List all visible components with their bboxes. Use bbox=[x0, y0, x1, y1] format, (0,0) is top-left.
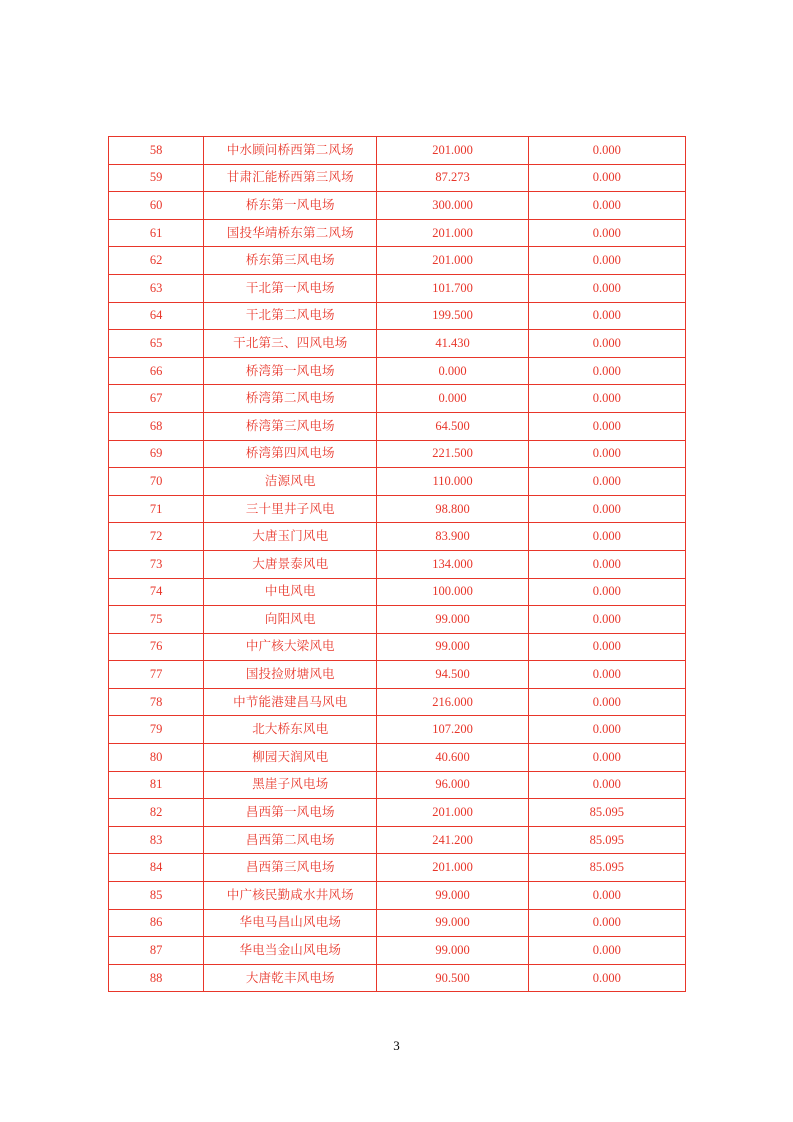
table-cell-index: 85 bbox=[109, 882, 204, 910]
table-cell-value-2: 0.000 bbox=[528, 357, 685, 385]
table-cell-index: 78 bbox=[109, 688, 204, 716]
table-cell-value-2: 0.000 bbox=[528, 909, 685, 937]
table-cell-name: 柳园天润风电 bbox=[204, 744, 377, 772]
table-cell-value-1: 201.000 bbox=[377, 137, 528, 165]
table-row bbox=[109, 854, 686, 882]
table-row bbox=[109, 440, 686, 468]
table-cell-value-1: 199.500 bbox=[377, 302, 528, 330]
table-cell-index: 66 bbox=[109, 357, 204, 385]
table-cell-name: 大唐玉门风电 bbox=[204, 523, 377, 551]
table-row bbox=[109, 412, 686, 440]
table-cell-value-1: 99.000 bbox=[377, 606, 528, 634]
table-cell-index: 72 bbox=[109, 523, 204, 551]
table-row bbox=[109, 633, 686, 661]
table-cell-index: 82 bbox=[109, 799, 204, 827]
table-cell-value-2: 85.095 bbox=[528, 826, 685, 854]
table-cell-index: 69 bbox=[109, 440, 204, 468]
table-cell-index: 74 bbox=[109, 578, 204, 606]
table-cell-value-2: 0.000 bbox=[528, 606, 685, 634]
table-cell-index: 71 bbox=[109, 495, 204, 523]
table-row bbox=[109, 826, 686, 854]
table-cell-name: 桥湾第二风电场 bbox=[204, 385, 377, 413]
table-cell-value-1: 0.000 bbox=[377, 357, 528, 385]
table-row bbox=[109, 688, 686, 716]
table-cell-index: 64 bbox=[109, 302, 204, 330]
table-cell-name: 桥东第三风电场 bbox=[204, 247, 377, 275]
table-cell-value-2: 0.000 bbox=[528, 164, 685, 192]
table-row bbox=[109, 164, 686, 192]
table-cell-index: 62 bbox=[109, 247, 204, 275]
table-row bbox=[109, 909, 686, 937]
table-cell-name: 中水顾问桥西第二风场 bbox=[204, 137, 377, 165]
table-cell-value-2: 0.000 bbox=[528, 771, 685, 799]
table-row bbox=[109, 219, 686, 247]
table-cell-value-1: 99.000 bbox=[377, 909, 528, 937]
table-cell-index: 63 bbox=[109, 274, 204, 302]
table-cell-name: 三十里井子风电 bbox=[204, 495, 377, 523]
table-cell-name: 干北第二风电场 bbox=[204, 302, 377, 330]
table-cell-index: 81 bbox=[109, 771, 204, 799]
table-row bbox=[109, 606, 686, 634]
table-cell-name: 干北第一风电场 bbox=[204, 274, 377, 302]
table-cell-name: 干北第三、四风电场 bbox=[204, 330, 377, 358]
table-cell-name: 桥湾第一风电场 bbox=[204, 357, 377, 385]
table-cell-index: 86 bbox=[109, 909, 204, 937]
table-row bbox=[109, 247, 686, 275]
table-row bbox=[109, 137, 686, 165]
table-row bbox=[109, 578, 686, 606]
table-cell-index: 83 bbox=[109, 826, 204, 854]
table-cell-value-2: 0.000 bbox=[528, 468, 685, 496]
table-row bbox=[109, 357, 686, 385]
table-cell-name: 向阳风电 bbox=[204, 606, 377, 634]
table-cell-name: 桥湾第四风电场 bbox=[204, 440, 377, 468]
table-row bbox=[109, 550, 686, 578]
table-cell-value-1: 201.000 bbox=[377, 247, 528, 275]
table-cell-value-2: 0.000 bbox=[528, 219, 685, 247]
table-cell-value-2: 0.000 bbox=[528, 578, 685, 606]
table-cell-value-1: 221.500 bbox=[377, 440, 528, 468]
table-cell-name: 桥湾第三风电场 bbox=[204, 412, 377, 440]
table-cell-value-1: 107.200 bbox=[377, 716, 528, 744]
table-cell-value-2: 0.000 bbox=[528, 274, 685, 302]
table-cell-index: 79 bbox=[109, 716, 204, 744]
table-cell-value-1: 0.000 bbox=[377, 385, 528, 413]
table-row bbox=[109, 744, 686, 772]
table-row bbox=[109, 716, 686, 744]
table-cell-value-2: 0.000 bbox=[528, 385, 685, 413]
table-cell-index: 75 bbox=[109, 606, 204, 634]
table-cell-index: 77 bbox=[109, 661, 204, 689]
table-cell-name: 华电马昌山风电场 bbox=[204, 909, 377, 937]
table-row bbox=[109, 468, 686, 496]
table-cell-index: 60 bbox=[109, 192, 204, 220]
table-cell-value-2: 0.000 bbox=[528, 192, 685, 220]
wind-farm-table bbox=[108, 136, 686, 992]
table-cell-value-1: 40.600 bbox=[377, 744, 528, 772]
table-row bbox=[109, 799, 686, 827]
table-cell-name: 昌西第三风电场 bbox=[204, 854, 377, 882]
table-cell-name: 大唐景泰风电 bbox=[204, 550, 377, 578]
table-cell-value-2: 0.000 bbox=[528, 412, 685, 440]
table-cell-value-1: 100.000 bbox=[377, 578, 528, 606]
table-cell-name: 北大桥东风电 bbox=[204, 716, 377, 744]
table-row bbox=[109, 302, 686, 330]
table-cell-value-2: 0.000 bbox=[528, 330, 685, 358]
table-cell-value-2: 0.000 bbox=[528, 661, 685, 689]
table-cell-value-1: 241.200 bbox=[377, 826, 528, 854]
table-cell-name: 昌西第二风电场 bbox=[204, 826, 377, 854]
table-cell-name: 中电风电 bbox=[204, 578, 377, 606]
table-cell-index: 80 bbox=[109, 744, 204, 772]
table-cell-name: 华电当金山风电场 bbox=[204, 937, 377, 965]
table-cell-value-1: 201.000 bbox=[377, 854, 528, 882]
table-cell-value-2: 0.000 bbox=[528, 440, 685, 468]
table-cell-value-2: 0.000 bbox=[528, 744, 685, 772]
table-cell-index: 61 bbox=[109, 219, 204, 247]
table-cell-index: 84 bbox=[109, 854, 204, 882]
table-row bbox=[109, 661, 686, 689]
table-cell-value-1: 98.800 bbox=[377, 495, 528, 523]
table-cell-value-1: 96.000 bbox=[377, 771, 528, 799]
table-cell-value-1: 41.430 bbox=[377, 330, 528, 358]
table-cell-name: 桥东第一风电场 bbox=[204, 192, 377, 220]
table-row bbox=[109, 523, 686, 551]
table-cell-value-1: 87.273 bbox=[377, 164, 528, 192]
data-table-container bbox=[108, 136, 686, 992]
table-cell-name: 大唐乾丰风电场 bbox=[204, 964, 377, 992]
table-cell-value-2: 0.000 bbox=[528, 302, 685, 330]
table-cell-name: 洁源风电 bbox=[204, 468, 377, 496]
table-cell-value-2: 0.000 bbox=[528, 688, 685, 716]
table-cell-name: 黑崖子风电场 bbox=[204, 771, 377, 799]
table-cell-value-2: 0.000 bbox=[528, 964, 685, 992]
table-row bbox=[109, 882, 686, 910]
table-cell-index: 87 bbox=[109, 937, 204, 965]
table-row bbox=[109, 964, 686, 992]
table-cell-index: 70 bbox=[109, 468, 204, 496]
table-cell-index: 58 bbox=[109, 137, 204, 165]
table-row bbox=[109, 330, 686, 358]
table-cell-value-1: 201.000 bbox=[377, 799, 528, 827]
table-cell-value-1: 101.700 bbox=[377, 274, 528, 302]
table-cell-value-1: 110.000 bbox=[377, 468, 528, 496]
table-cell-name: 中节能港建昌马风电 bbox=[204, 688, 377, 716]
table-row bbox=[109, 385, 686, 413]
table-row bbox=[109, 495, 686, 523]
table-cell-index: 73 bbox=[109, 550, 204, 578]
table-cell-value-2: 0.000 bbox=[528, 137, 685, 165]
table-cell-value-1: 99.000 bbox=[377, 633, 528, 661]
table-cell-name: 甘肃汇能桥西第三风场 bbox=[204, 164, 377, 192]
table-cell-index: 76 bbox=[109, 633, 204, 661]
table-row bbox=[109, 937, 686, 965]
table-row bbox=[109, 274, 686, 302]
table-cell-name: 国投华靖桥东第二风场 bbox=[204, 219, 377, 247]
table-cell-value-2: 0.000 bbox=[528, 633, 685, 661]
table-cell-value-2: 85.095 bbox=[528, 799, 685, 827]
table-cell-value-2: 0.000 bbox=[528, 937, 685, 965]
table-cell-name: 中广核民勤咸水井风场 bbox=[204, 882, 377, 910]
table-cell-value-2: 0.000 bbox=[528, 882, 685, 910]
table-cell-value-1: 300.000 bbox=[377, 192, 528, 220]
table-cell-value-1: 99.000 bbox=[377, 882, 528, 910]
table-cell-value-1: 64.500 bbox=[377, 412, 528, 440]
table-cell-value-2: 0.000 bbox=[528, 550, 685, 578]
table-cell-index: 59 bbox=[109, 164, 204, 192]
table-row bbox=[109, 771, 686, 799]
table-cell-value-1: 201.000 bbox=[377, 219, 528, 247]
table-cell-name: 中广核大梁风电 bbox=[204, 633, 377, 661]
page-number: 3 bbox=[393, 1038, 400, 1053]
table-cell-value-2: 0.000 bbox=[528, 247, 685, 275]
table-cell-value-2: 85.095 bbox=[528, 854, 685, 882]
table-cell-value-1: 94.500 bbox=[377, 661, 528, 689]
table-cell-name: 国投捡财塘风电 bbox=[204, 661, 377, 689]
table-body bbox=[109, 137, 686, 992]
table-cell-name: 昌西第一风电场 bbox=[204, 799, 377, 827]
table-cell-index: 65 bbox=[109, 330, 204, 358]
table-cell-value-1: 90.500 bbox=[377, 964, 528, 992]
table-cell-value-1: 216.000 bbox=[377, 688, 528, 716]
table-cell-index: 88 bbox=[109, 964, 204, 992]
table-cell-value-1: 134.000 bbox=[377, 550, 528, 578]
table-row bbox=[109, 192, 686, 220]
table-cell-value-1: 99.000 bbox=[377, 937, 528, 965]
table-cell-index: 67 bbox=[109, 385, 204, 413]
table-cell-value-1: 83.900 bbox=[377, 523, 528, 551]
table-cell-value-2: 0.000 bbox=[528, 716, 685, 744]
table-cell-value-2: 0.000 bbox=[528, 523, 685, 551]
table-cell-value-2: 0.000 bbox=[528, 495, 685, 523]
table-cell-index: 68 bbox=[109, 412, 204, 440]
